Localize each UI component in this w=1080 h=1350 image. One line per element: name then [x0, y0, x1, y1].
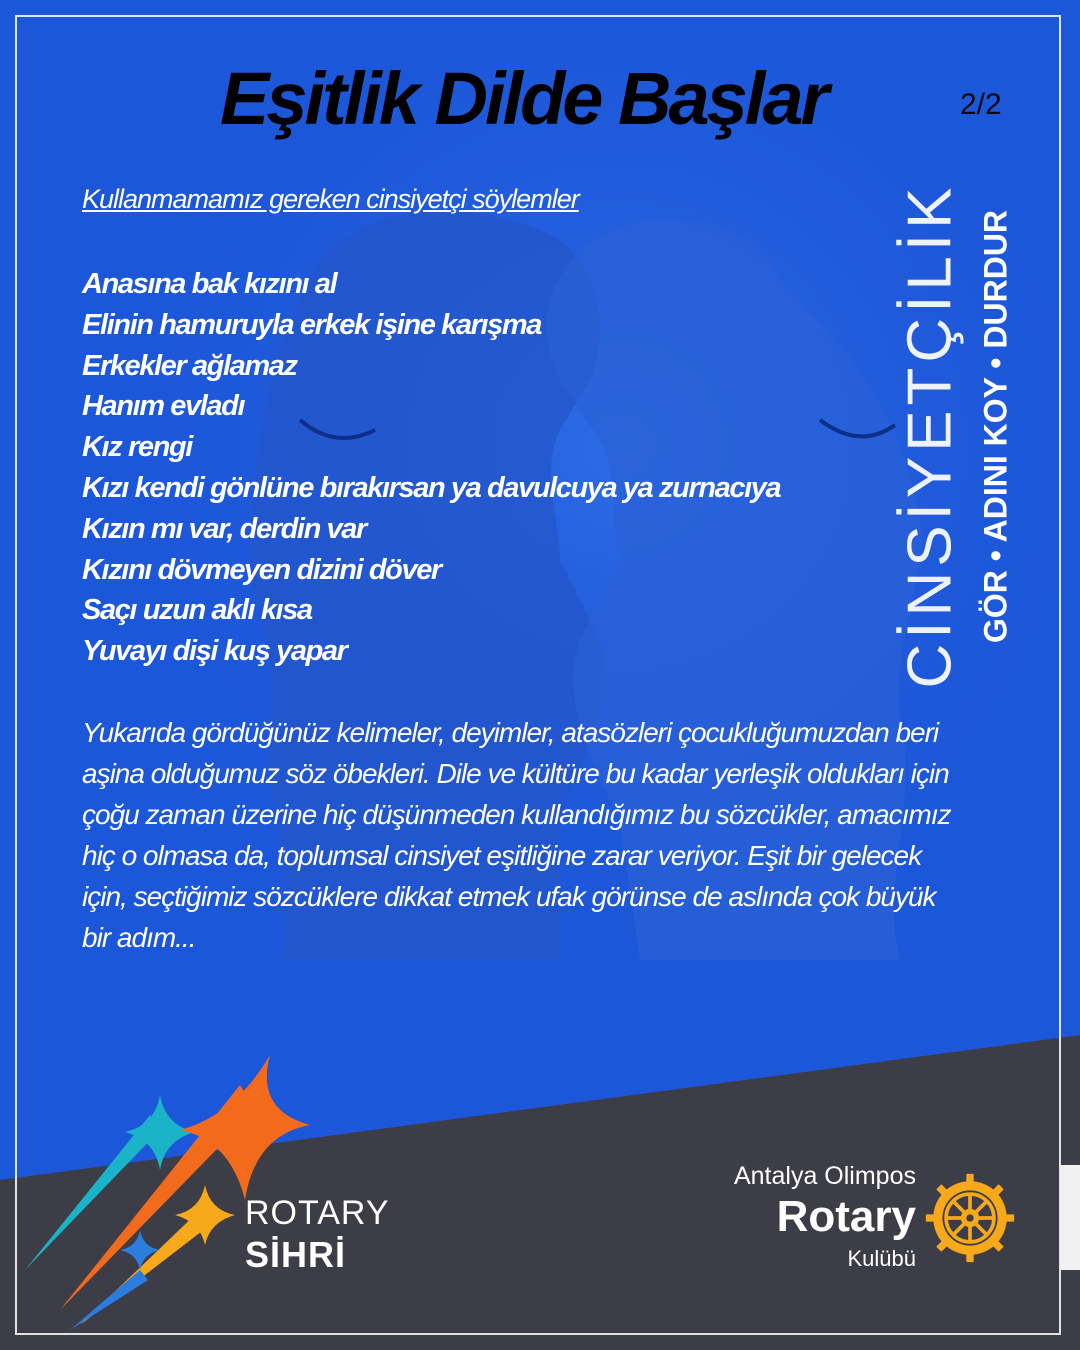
list-item: Kızını dövmeyen dizini döver — [82, 553, 441, 586]
list-item: Kızın mı var, derdin var — [82, 512, 366, 545]
club-name-line2: Rotary — [776, 1192, 916, 1241]
phrase-list — [82, 264, 780, 672]
list-item: Anasına bak kızını al — [82, 268, 337, 300]
campaign-name-line2: SİHRİ — [245, 1234, 347, 1275]
side-word-cinsiyetcilik: CİNSİYETÇİLİK — [895, 182, 965, 689]
rotary-sihri-stars-icon — [10, 1040, 330, 1340]
page-title: Eşitlik Dilde Başlar — [220, 57, 827, 140]
list-item: Yuvayı dişi kuş yapar — [82, 635, 347, 668]
list-item: Saçı uzun aklı kısa — [82, 594, 312, 627]
list-item: Kız rengi — [82, 431, 192, 464]
list-item: Elinin hamuruyla erkek işine karışma — [82, 308, 541, 341]
campaign-name-line1: ROTARY — [245, 1194, 390, 1232]
section-subtitle: Kullanmamamız gereken cinsiyetçi söylemler — [82, 184, 579, 214]
list-item: Kızı kendi gönlüne bırakırsan ya davulcuya ya zurnacıya — [82, 471, 781, 504]
explanation-paragraph: Yukarıda gördüğünüz kelimeler, deyimler, atasözleri çocukluğumuzdan beri aşina olduğumuz söz öbekleri. Dile ve kültüre bu kadar yerleşik oldukları için çoğu zaman üzerine hiç düşünmeden kullandığımız bu sözcükler, amacımız hiç o olmasa da, toplumsal cinsiyet eşitliğine zarar veriyor. Eşit bir gelecek için, seçtiğimiz sözcüklere dikkat etmek ufak görünse de aslında çok büyük bir adım... — [82, 717, 951, 953]
rotary-wheel-icon — [924, 1172, 1016, 1264]
edge-bar — [1060, 1165, 1080, 1270]
list-item: Hanım evladı — [82, 390, 245, 423]
club-name-line1: Antalya Olimpos — [733, 1162, 916, 1190]
page-indicator: 2/2 — [960, 88, 1002, 121]
side-slogan: GÖR • ADINI KOY • DURDUR — [977, 209, 1014, 644]
list-item: Erkekler ağlamaz — [82, 349, 297, 382]
club-name-line3: Kulübü — [847, 1246, 916, 1271]
